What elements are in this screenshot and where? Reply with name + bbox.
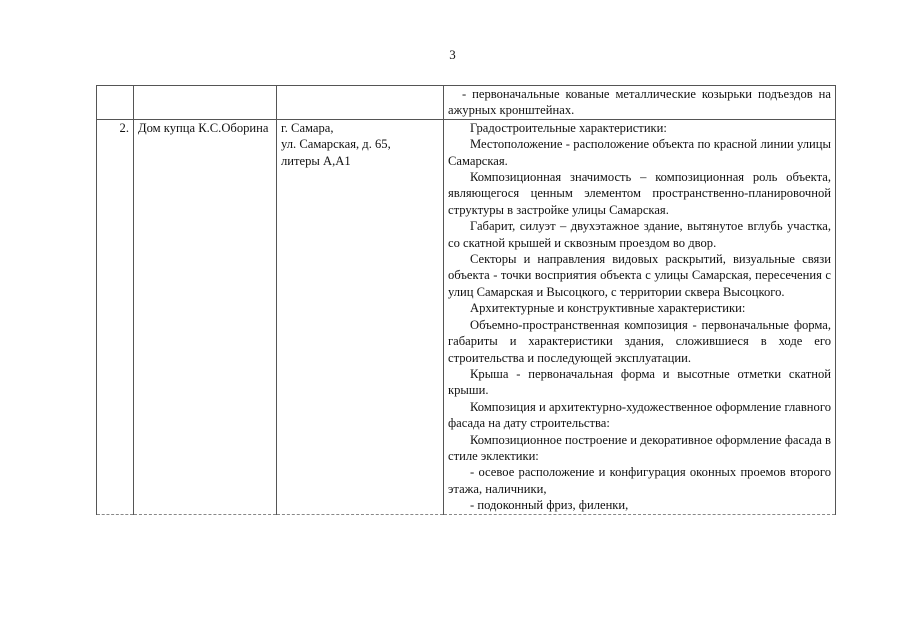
address-line: ул. Самарская, д. 65,	[281, 137, 391, 152]
row-number-cell	[97, 86, 134, 120]
characteristic-heading: Градостроительные характеристики:	[470, 120, 667, 135]
characteristic-heading: Архитектурные и конструктивные характеристики:	[470, 301, 746, 316]
characteristic-paragraph: Композиция и архитектурно-художественное оформление главного фасада на дату строительства:	[448, 399, 831, 431]
characteristics-cell	[444, 86, 836, 120]
object-name-cell	[134, 86, 277, 120]
characteristics-cell	[444, 119, 836, 514]
table-row	[97, 119, 836, 514]
page-number: 3	[449, 47, 456, 62]
characteristic-paragraph: Композиционная значимость – композиционная роль объекта, являющегося ценным элементом пространственно-планировочной структуры в застройке улицы Самарская.	[448, 170, 831, 217]
monument-table	[96, 85, 836, 515]
address-cell	[277, 119, 444, 514]
characteristic-list-item: - осевое расположение и конфигурация оконных проемов второго этажа, наличники,	[448, 465, 831, 496]
row-number-cell: 2.	[97, 119, 134, 514]
characteristic-paragraph: - первоначальные кованые металлические козырьки подъездов на ажурных кронштейнах.	[448, 87, 831, 118]
characteristic-paragraph: Крыша - первоначальная форма и высотные отметки скатной крыши.	[448, 366, 831, 398]
characteristic-paragraph: Композиционное построение и декоративное оформление фасада в стиле эклектики:	[448, 432, 831, 463]
address-line: литеры А,А1	[281, 153, 351, 168]
characteristic-paragraph: Габарит, силуэт – двухэтажное здание, вытянутое вглубь участка, со скатной крышей и сквозным проездом во двор.	[448, 219, 831, 250]
characteristic-paragraph: Местоположение - расположение объекта по красной линии улицы Самарская.	[448, 137, 831, 168]
characteristic-list-item: - подоконный фриз, филенки,	[470, 498, 629, 513]
address-line: г. Самара,	[281, 120, 334, 135]
characteristic-paragraph: Секторы и направления видовых раскрытий, визуальные связи объекта - точки восприятия объекта с улицы Самарская, пересечения с улиц Самарская и Высоцкого, с территории сквера Высоцкого.	[448, 252, 831, 299]
table-row	[97, 86, 836, 120]
address-cell	[277, 86, 444, 120]
characteristic-paragraph: Объемно-пространственная композиция - первоначальные форма, габариты и характеристики здания, сложившиеся в ходе его строительства и последующей эксплуатации.	[448, 317, 831, 365]
object-name-cell: Дом купца К.С.Оборина	[134, 119, 277, 514]
